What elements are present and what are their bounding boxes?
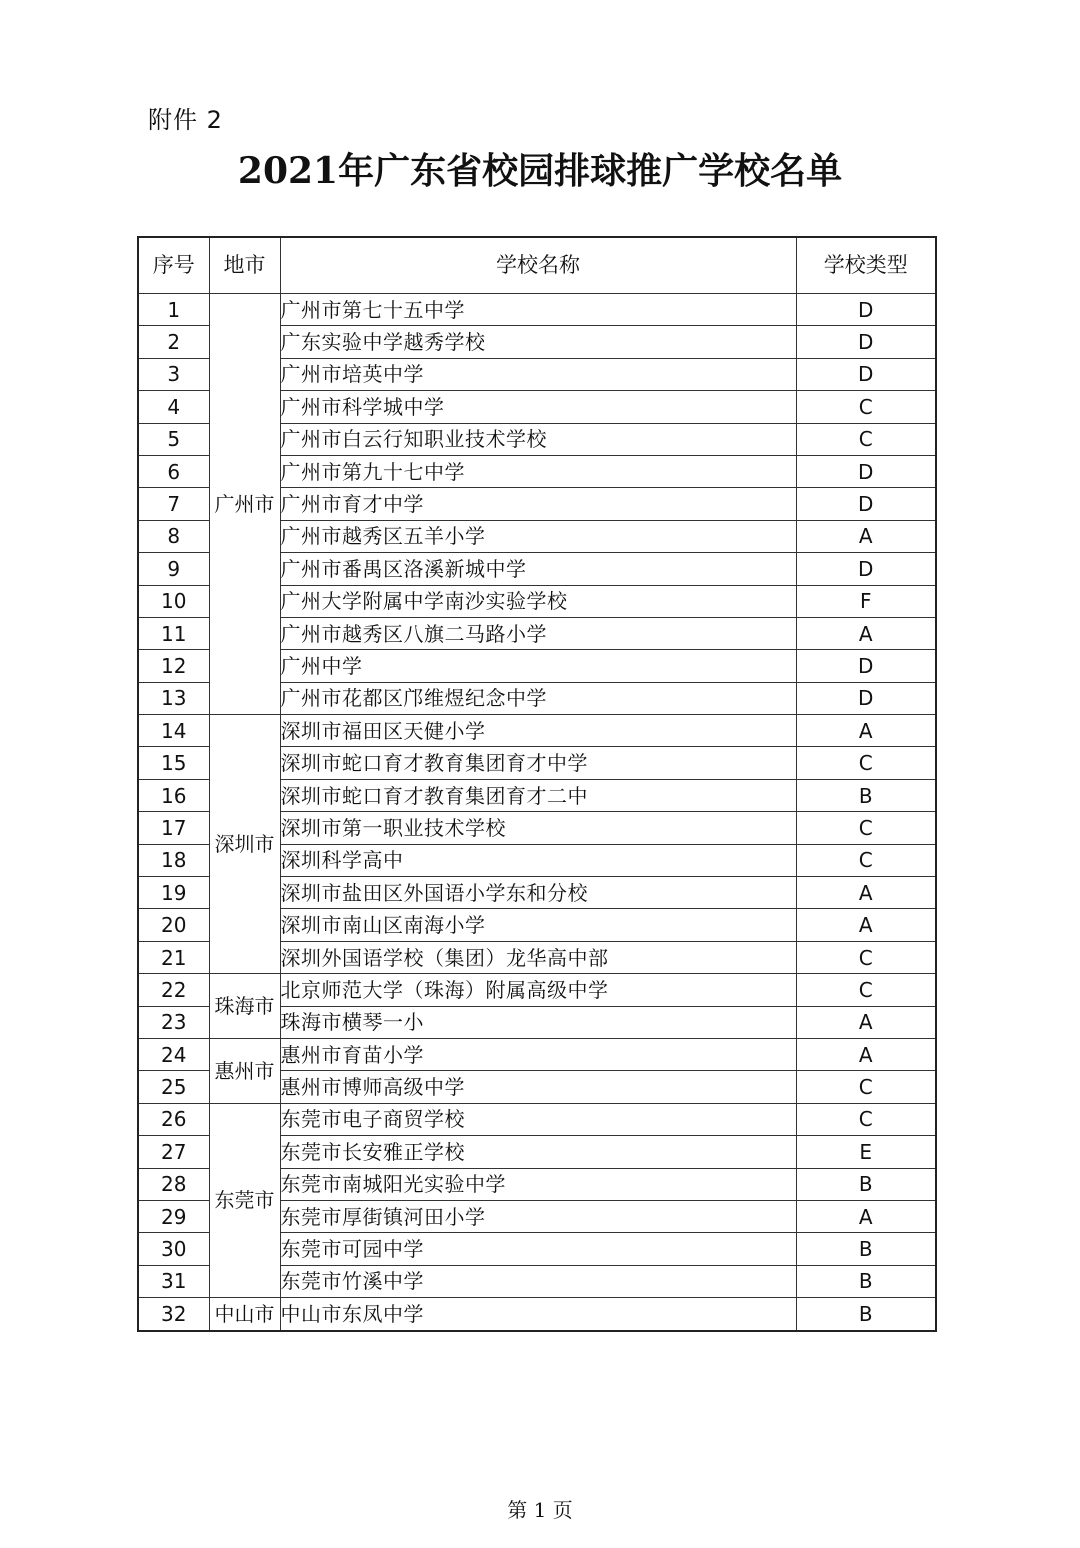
header-index: 序号 [138, 237, 209, 294]
school-name: 广州市第九十七中学 [280, 455, 796, 487]
row-index: 23 [138, 1006, 209, 1038]
row-index: 14 [138, 715, 209, 747]
row-index: 22 [138, 974, 209, 1006]
row-index: 5 [138, 423, 209, 455]
school-type: D [796, 326, 936, 358]
row-index: 13 [138, 682, 209, 714]
row-index: 2 [138, 326, 209, 358]
city-cell: 珠海市 [209, 974, 280, 1039]
school-name: 东莞市厚街镇河田小学 [280, 1200, 796, 1232]
school-name: 深圳市蛇口育才教育集团育才中学 [280, 747, 796, 779]
row-index: 19 [138, 877, 209, 909]
table-row [138, 974, 936, 1006]
school-name: 广州市科学城中学 [280, 391, 796, 423]
school-type: B [796, 1233, 936, 1265]
school-type: A [796, 877, 936, 909]
city-cell: 广州市 [209, 294, 280, 715]
row-index: 7 [138, 488, 209, 520]
school-name: 惠州市育苗小学 [280, 1038, 796, 1070]
school-type: C [796, 391, 936, 423]
school-type: D [796, 488, 936, 520]
table-row [138, 1103, 936, 1135]
page-number: 第 1 页 [507, 1498, 573, 1522]
school-type: D [796, 682, 936, 714]
row-index: 11 [138, 617, 209, 649]
table-row [138, 294, 936, 326]
school-type: B [796, 779, 936, 811]
city-cell: 深圳市 [209, 715, 280, 974]
school-type: C [796, 423, 936, 455]
school-name: 广州市第七十五中学 [280, 294, 796, 326]
school-type: B [796, 1168, 936, 1200]
school-type: A [796, 1200, 936, 1232]
row-index: 27 [138, 1136, 209, 1168]
school-type: A [796, 520, 936, 552]
school-name: 惠州市博师高级中学 [280, 1071, 796, 1103]
school-type: C [796, 747, 936, 779]
school-type: A [796, 617, 936, 649]
school-type: B [796, 1298, 936, 1331]
school-name: 广州中学 [280, 650, 796, 682]
school-type: A [796, 1038, 936, 1070]
school-name: 广州大学附属中学南沙实验学校 [280, 585, 796, 617]
school-name: 广州市白云行知职业技术学校 [280, 423, 796, 455]
school-name: 广东实验中学越秀学校 [280, 326, 796, 358]
school-type: D [796, 358, 936, 390]
school-name: 东莞市电子商贸学校 [280, 1103, 796, 1135]
row-index: 26 [138, 1103, 209, 1135]
school-name: 深圳市盐田区外国语小学东和分校 [280, 877, 796, 909]
school-name: 广州市越秀区五羊小学 [280, 520, 796, 552]
row-index: 20 [138, 909, 209, 941]
row-index: 18 [138, 844, 209, 876]
school-type: A [796, 1006, 936, 1038]
row-index: 25 [138, 1071, 209, 1103]
row-index: 32 [138, 1298, 209, 1331]
row-index: 8 [138, 520, 209, 552]
table-header-row [138, 237, 936, 294]
table-body [138, 294, 936, 1331]
school-name: 东莞市竹溪中学 [280, 1265, 796, 1297]
school-name: 北京师范大学（珠海）附属高级中学 [280, 974, 796, 1006]
school-list-table [137, 236, 937, 1332]
school-type: E [796, 1136, 936, 1168]
school-type: F [796, 585, 936, 617]
header-school-name: 学校名称 [280, 237, 796, 294]
attachment-label: 附件 2 [148, 106, 223, 134]
school-name: 广州市越秀区八旗二马路小学 [280, 617, 796, 649]
document-title: 2021年广东省校园排球推广学校名单 [237, 150, 843, 192]
school-name: 深圳市蛇口育才教育集团育才二中 [280, 779, 796, 811]
school-type: C [796, 844, 936, 876]
school-name: 深圳外国语学校（集团）龙华高中部 [280, 941, 796, 973]
row-index: 3 [138, 358, 209, 390]
table-row [138, 1298, 936, 1331]
school-name: 东莞市长安雅正学校 [280, 1136, 796, 1168]
school-type: B [796, 1265, 936, 1297]
school-name: 深圳市南山区南海小学 [280, 909, 796, 941]
city-cell: 东莞市 [209, 1103, 280, 1297]
school-name: 深圳市第一职业技术学校 [280, 812, 796, 844]
city-cell: 惠州市 [209, 1038, 280, 1103]
school-type: A [796, 715, 936, 747]
school-type: C [796, 941, 936, 973]
school-name: 东莞市南城阳光实验中学 [280, 1168, 796, 1200]
school-type: D [796, 455, 936, 487]
row-index: 24 [138, 1038, 209, 1070]
row-index: 21 [138, 941, 209, 973]
row-index: 31 [138, 1265, 209, 1297]
city-cell: 中山市 [209, 1298, 280, 1331]
row-index: 17 [138, 812, 209, 844]
school-type: C [796, 1071, 936, 1103]
table-row [138, 715, 936, 747]
school-type: C [796, 812, 936, 844]
school-name: 广州市花都区邝维煜纪念中学 [280, 682, 796, 714]
school-name: 中山市东凤中学 [280, 1298, 796, 1331]
table-row [138, 1038, 936, 1070]
school-type: D [796, 650, 936, 682]
school-type: D [796, 553, 936, 585]
header-city: 地市 [209, 237, 280, 294]
row-index: 15 [138, 747, 209, 779]
school-type: A [796, 909, 936, 941]
school-type: D [796, 294, 936, 326]
school-type: C [796, 1103, 936, 1135]
row-index: 4 [138, 391, 209, 423]
school-name: 广州市培英中学 [280, 358, 796, 390]
school-name: 珠海市横琴一小 [280, 1006, 796, 1038]
school-type: C [796, 974, 936, 1006]
school-name: 深圳市福田区天健小学 [280, 715, 796, 747]
header-school-type: 学校类型 [796, 237, 936, 294]
row-index: 28 [138, 1168, 209, 1200]
row-index: 29 [138, 1200, 209, 1232]
row-index: 12 [138, 650, 209, 682]
school-name: 东莞市可园中学 [280, 1233, 796, 1265]
school-name: 广州市番禺区洛溪新城中学 [280, 553, 796, 585]
school-name: 广州市育才中学 [280, 488, 796, 520]
row-index: 16 [138, 779, 209, 811]
row-index: 10 [138, 585, 209, 617]
row-index: 1 [138, 294, 209, 326]
row-index: 30 [138, 1233, 209, 1265]
row-index: 9 [138, 553, 209, 585]
row-index: 6 [138, 455, 209, 487]
school-name: 深圳科学高中 [280, 844, 796, 876]
